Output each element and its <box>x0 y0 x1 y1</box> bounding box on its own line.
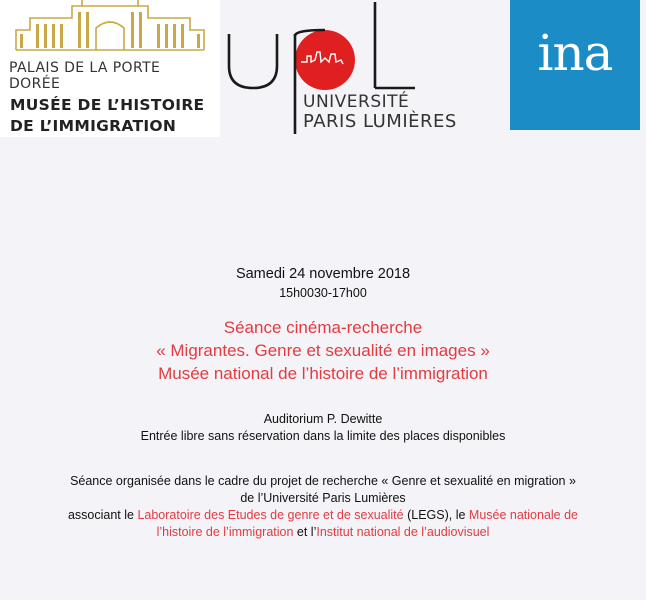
legs-suffix: (LEGS), le <box>403 508 469 522</box>
event-title-line2: « Migrantes. Genre et sexualité en images » <box>156 341 490 360</box>
organisation-line2: de l’Université Paris Lumières <box>240 491 406 505</box>
organisation-line4 <box>0 524 646 541</box>
venue-entry-info: Entrée libre sans réservation dans la limite des places disponibles <box>140 429 506 443</box>
organisation-prefix: associant le <box>67 508 138 522</box>
event-announcement <box>0 262 646 541</box>
palace-building-icon <box>12 0 208 52</box>
event-title-line1: Séance cinéma-recherche <box>223 318 423 337</box>
upl-logo[interactable] <box>225 0 495 137</box>
musee-link-part2[interactable]: l’histoire de l’immigration <box>156 525 294 539</box>
ina-logo[interactable] <box>510 0 640 130</box>
ina-link[interactable]: Institut national de l’audiovisuel <box>316 525 490 539</box>
venue-name: Auditorium P. Dewitte <box>263 412 383 426</box>
event-title-line3: Musée national de l’histoire de l’immigration <box>158 364 488 383</box>
museum-logo-line3: DE L’IMMIGRATION <box>10 117 177 135</box>
organisation-connector: et l’ <box>293 525 317 539</box>
legs-link[interactable]: Laboratoire des Etudes de genre et de sexualité <box>137 508 404 522</box>
museum-logo-line2: MUSÉE DE L’HISTOIRE <box>10 96 205 114</box>
upl-logo-line2: PARIS LUMIÈRES <box>303 111 457 132</box>
musee-link-part1[interactable]: Musée nationale de <box>468 508 579 522</box>
organisation-text <box>0 473 646 541</box>
event-time: 15h0030-17h00 <box>279 286 367 300</box>
museum-logo-line1: PALAIS DE LA PORTE DORÉE <box>9 60 161 92</box>
organisation-line3 <box>0 507 646 524</box>
event-venue <box>0 411 646 445</box>
upl-logo-line1: UNIVERSITÉ <box>303 92 410 112</box>
museum-logo[interactable] <box>0 0 220 137</box>
logo-banner <box>0 0 646 140</box>
ina-logo-text: ina <box>537 24 613 82</box>
event-date: Samedi 24 novembre 2018 <box>235 266 411 282</box>
organisation-line1: Séance organisée dans le cadre du projet de recherche « Genre et sexualité en migration » <box>70 474 576 488</box>
event-title <box>0 316 646 385</box>
